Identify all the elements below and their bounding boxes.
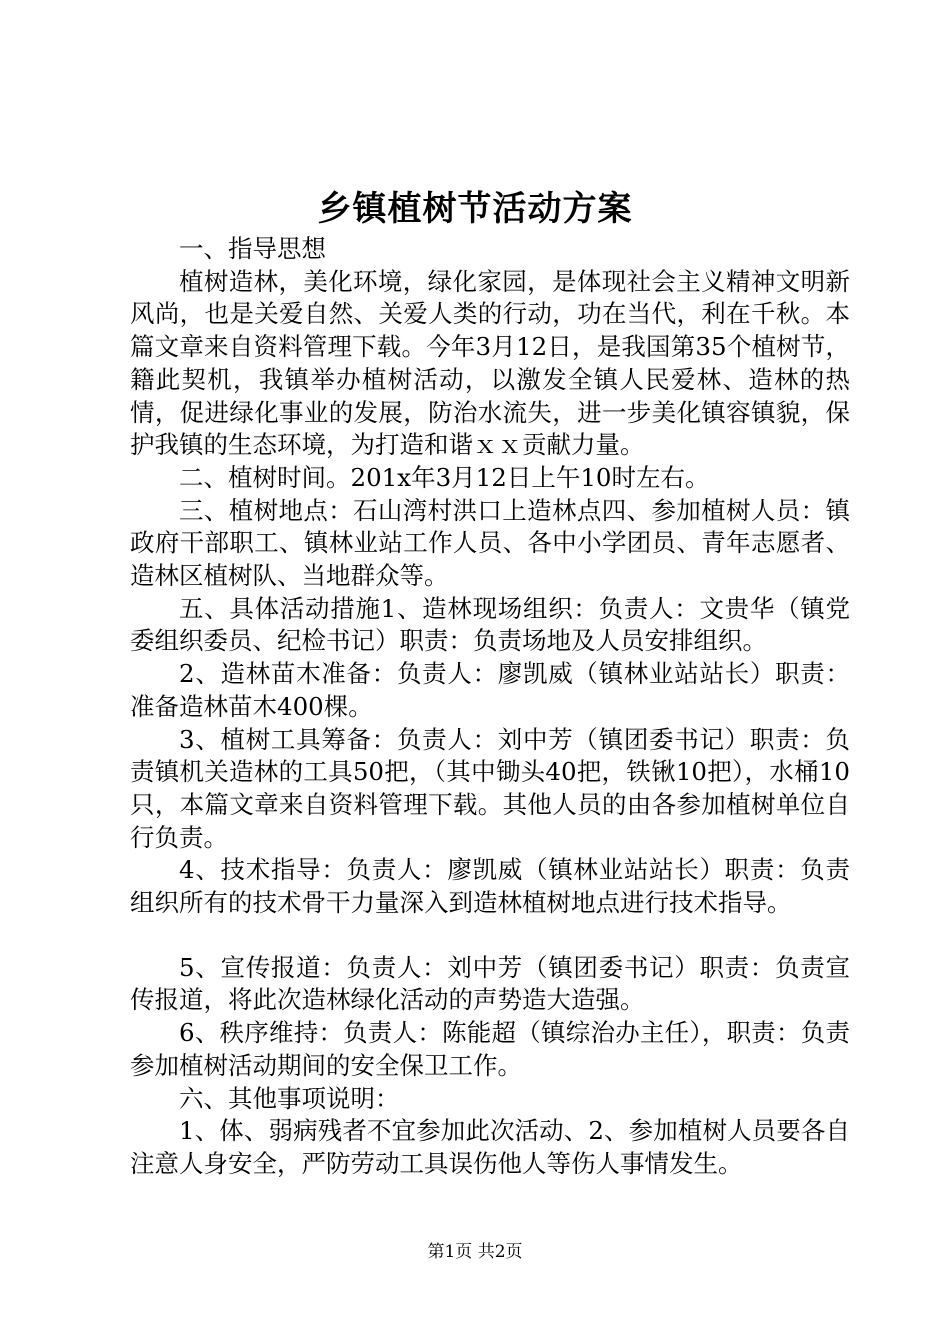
page-number-footer: 第1页 共2页 xyxy=(427,1242,523,1262)
paragraph-site-organization: 五、具体活动措施1、造林现场组织：负责人：文贵华（镇党委组织委员、纪检书记）职责：负责场地及人员安排组织。 xyxy=(130,593,850,656)
section-heading-guiding-idea: 一、指导思想 xyxy=(179,234,326,263)
paragraph-tool-preparation: 3、植树工具筹备：负责人：刘中芳（镇团委书记）职责：负责镇机关造林的工具50把，（其中锄头40把，铁锹10把），水桶10只，本篇文章来自资料管理下载。其他人员的由各参加植树单位自行负责。 xyxy=(130,724,850,852)
paragraph-other-matters: 1、体、弱病残者不宜参加此次活动、2、参加植树人员要各自注意人身安全，严防劳动工具误伤他人等伤人事情发生。 xyxy=(130,1116,850,1178)
document-title: 乡镇植树节活动方案 xyxy=(317,189,633,229)
paragraph-guiding-idea: 植树造林，美化环境，绿化家园，是体现社会主义精神文明新风尚，也是关爱自然、关爱人类的行动，功在当代，利在千秋。本篇文章来自资料管理下载。今年3月12日，是我国第35个植树节，籍此契机，我镇举办植树活动，以激发全镇人民爱林、造林的热情，促进绿化事业的发展，防治水流失，进一步美化镇容镇貌，保护我镇的生态环境，为打造和谐ｘｘ贡献力量。 xyxy=(130,266,850,460)
document-body xyxy=(130,233,850,1181)
paragraph-technical-guidance: 4、技术指导：负责人：廖凯威（镇林业站站长）职责：负责组织所有的技术骨干力量深入到造林植树地点进行技术指导。 xyxy=(130,855,850,918)
section-heading-other-matters: 六、其他事项说明： xyxy=(179,1083,400,1113)
paragraph-order-maintenance: 6、秩序维持：负责人：陈能超（镇综治办主任），职责：负责参加植树活动期间的安全保卫工作。 xyxy=(130,1018,850,1080)
paragraph-publicity: 5、宣传报道：负责人：刘中芳（镇团委书记）职责：负责宣传报道，将此次造林绿化活动的声势造大造强。 xyxy=(130,952,850,1015)
paragraph-seedling-preparation: 2、造林苗木准备：负责人：廖凯威（镇林业站站长）职责：准备造林苗木400棵。 xyxy=(130,659,850,721)
paragraph-planting-location: 三、植树地点：石山湾村洪口上造林点四、参加植树人员：镇政府干部职工、镇林业站工作人员、各中小学团员、青年志愿者、造林区植树队、当地群众等。 xyxy=(130,495,850,591)
paragraph-planting-time: 二、植树时间。201x年3月12日上午10时左右。 xyxy=(179,462,710,492)
